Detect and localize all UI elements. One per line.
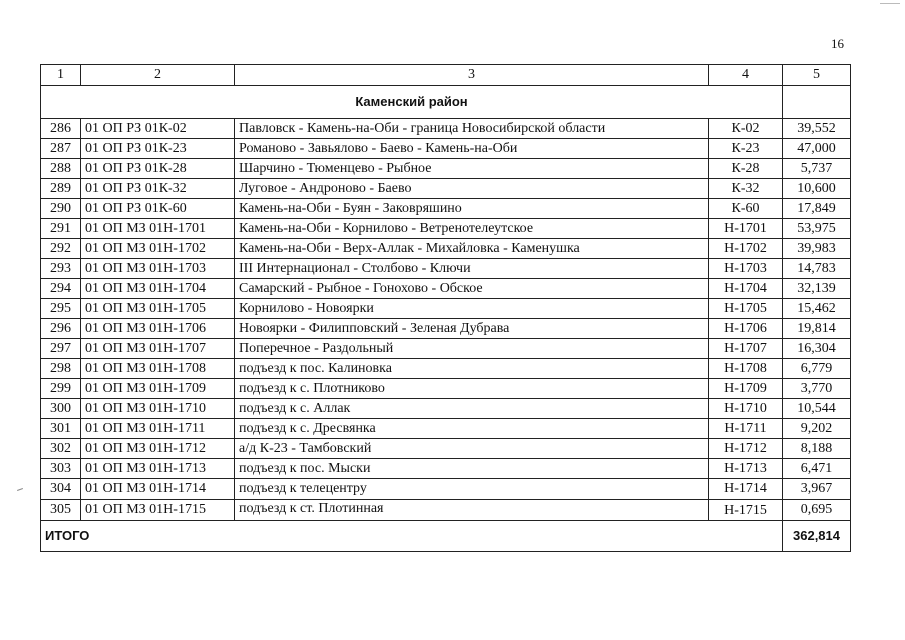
road-index: Н-1710 [709,399,783,419]
road-code: 01 ОП МЗ 01Н-1715 [81,500,235,521]
road-index: Н-1714 [709,479,783,500]
table-row [41,339,851,359]
road-index: К-28 [709,159,783,179]
table-row [41,319,851,339]
road-length: 15,462 [783,299,851,319]
road-index: Н-1709 [709,379,783,399]
road-index: К-60 [709,199,783,219]
road-code: 01 ОП МЗ 01Н-1706 [81,319,235,339]
road-length: 19,814 [783,319,851,339]
district-length-cell [783,86,851,119]
row-number: 301 [41,419,81,439]
district-name: Каменский район [41,86,783,119]
road-name: подъезд к с. Аллак [235,399,709,419]
road-index: Н-1708 [709,359,783,379]
road-length: 10,600 [783,179,851,199]
road-index: Н-1704 [709,279,783,299]
road-length: 6,471 [783,459,851,479]
table-row [41,500,851,521]
table-row [41,419,851,439]
road-name: Самарский - Рыбное - Гонохово - Обское [235,279,709,299]
table-row [41,299,851,319]
road-name: Камень-на-Оби - Корнилово - Ветренотелеутское [235,219,709,239]
row-number: 297 [41,339,81,359]
table-row [41,139,851,159]
column-number-2: 2 [81,65,235,86]
road-length: 0,695 [783,500,851,521]
road-index: К-23 [709,139,783,159]
row-number: 291 [41,219,81,239]
total-row [41,521,851,552]
road-code: 01 ОП МЗ 01Н-1708 [81,359,235,379]
row-number: 304 [41,479,81,500]
road-index: Н-1707 [709,339,783,359]
road-name: подъезд к ст. Плотинная [235,500,709,521]
table-row [41,359,851,379]
road-index: Н-1703 [709,259,783,279]
road-index: Н-1702 [709,239,783,259]
table-row [41,199,851,219]
road-index: К-32 [709,179,783,199]
row-number: 292 [41,239,81,259]
road-length: 17,849 [783,199,851,219]
road-name: Романово - Завьялово - Баево - Камень-на-Оби [235,139,709,159]
district-header-row [41,86,851,119]
road-code: 01 ОП МЗ 01Н-1713 [81,459,235,479]
road-code: 01 ОП РЗ 01К-23 [81,139,235,159]
road-name: Камень-на-Оби - Верх-Аллак - Михайловка - Каменушка [235,239,709,259]
row-number: 287 [41,139,81,159]
table-row [41,399,851,419]
road-name: подъезд к телецентру [235,479,709,500]
table-row [41,279,851,299]
row-number: 290 [41,199,81,219]
road-name: подъезд к пос. Калиновка [235,359,709,379]
row-number: 296 [41,319,81,339]
road-length: 39,983 [783,239,851,259]
road-code: 01 ОП МЗ 01Н-1704 [81,279,235,299]
column-number-1: 1 [41,65,81,86]
margin-scan-mark [17,488,23,491]
row-number: 298 [41,359,81,379]
row-number: 299 [41,379,81,399]
road-index: Н-1712 [709,439,783,459]
row-number: 289 [41,179,81,199]
road-index: Н-1706 [709,319,783,339]
table-row [41,219,851,239]
road-name: Новоярки - Филипповский - Зеленая Дубрава [235,319,709,339]
road-name: Корнилово - Новоярки [235,299,709,319]
road-length: 16,304 [783,339,851,359]
total-length: 362,814 [783,521,851,552]
row-number: 302 [41,439,81,459]
total-label: ИТОГО [41,521,783,552]
road-name: Камень-на-Оби - Буян - Заковряшино [235,199,709,219]
road-code: 01 ОП МЗ 01Н-1702 [81,239,235,259]
road-index: Н-1705 [709,299,783,319]
road-code: 01 ОП МЗ 01Н-1705 [81,299,235,319]
road-code: 01 ОП МЗ 01Н-1712 [81,439,235,459]
road-length: 14,783 [783,259,851,279]
road-code: 01 ОП МЗ 01Н-1714 [81,479,235,500]
road-length: 3,770 [783,379,851,399]
row-number: 286 [41,119,81,139]
column-number-header [41,65,851,86]
column-number-5: 5 [783,65,851,86]
column-number-3: 3 [235,65,709,86]
table-row [41,159,851,179]
road-index: К-02 [709,119,783,139]
road-name: подъезд к с. Дресвянка [235,419,709,439]
road-code: 01 ОП МЗ 01Н-1701 [81,219,235,239]
road-length: 39,552 [783,119,851,139]
road-length: 5,737 [783,159,851,179]
road-code: 01 ОП МЗ 01Н-1709 [81,379,235,399]
table-row [41,439,851,459]
table-row [41,259,851,279]
road-length: 3,967 [783,479,851,500]
road-name: Шарчино - Тюменцево - Рыбное [235,159,709,179]
row-number: 294 [41,279,81,299]
table-row [41,379,851,399]
corner-scan-mark [880,3,900,4]
road-name: подъезд к с. Плотниково [235,379,709,399]
row-number: 300 [41,399,81,419]
row-number: 303 [41,459,81,479]
road-code: 01 ОП МЗ 01Н-1710 [81,399,235,419]
row-number: 293 [41,259,81,279]
column-number-4: 4 [709,65,783,86]
road-length: 6,779 [783,359,851,379]
road-index: Н-1715 [709,500,783,521]
road-code: 01 ОП РЗ 01К-60 [81,199,235,219]
road-index: Н-1713 [709,459,783,479]
road-name: III Интернационал - Столбово - Ключи [235,259,709,279]
road-length: 32,139 [783,279,851,299]
road-name: Поперечное - Раздольный [235,339,709,359]
table-row [41,459,851,479]
road-code: 01 ОП РЗ 01К-28 [81,159,235,179]
road-code: 01 ОП МЗ 01Н-1703 [81,259,235,279]
road-name: Павловск - Камень-на-Оби - граница Новосибирской области [235,119,709,139]
road-length: 9,202 [783,419,851,439]
road-name: а/д К-23 - Тамбовский [235,439,709,459]
roads-table [40,64,851,552]
row-number: 295 [41,299,81,319]
road-code: 01 ОП РЗ 01К-02 [81,119,235,139]
page-number: 16 [831,36,844,51]
table-row [41,239,851,259]
road-code: 01 ОП МЗ 01Н-1707 [81,339,235,359]
road-code: 01 ОП МЗ 01Н-1711 [81,419,235,439]
row-number: 288 [41,159,81,179]
road-length: 8,188 [783,439,851,459]
road-name: подъезд к пос. Мыски [235,459,709,479]
road-length: 47,000 [783,139,851,159]
road-length: 10,544 [783,399,851,419]
road-name: Луговое - Андроново - Баево [235,179,709,199]
road-length: 53,975 [783,219,851,239]
road-code: 01 ОП РЗ 01К-32 [81,179,235,199]
road-index: Н-1701 [709,219,783,239]
road-index: Н-1711 [709,419,783,439]
table-row [41,479,851,500]
table-row [41,119,851,139]
row-number: 305 [41,500,81,521]
table-row [41,179,851,199]
